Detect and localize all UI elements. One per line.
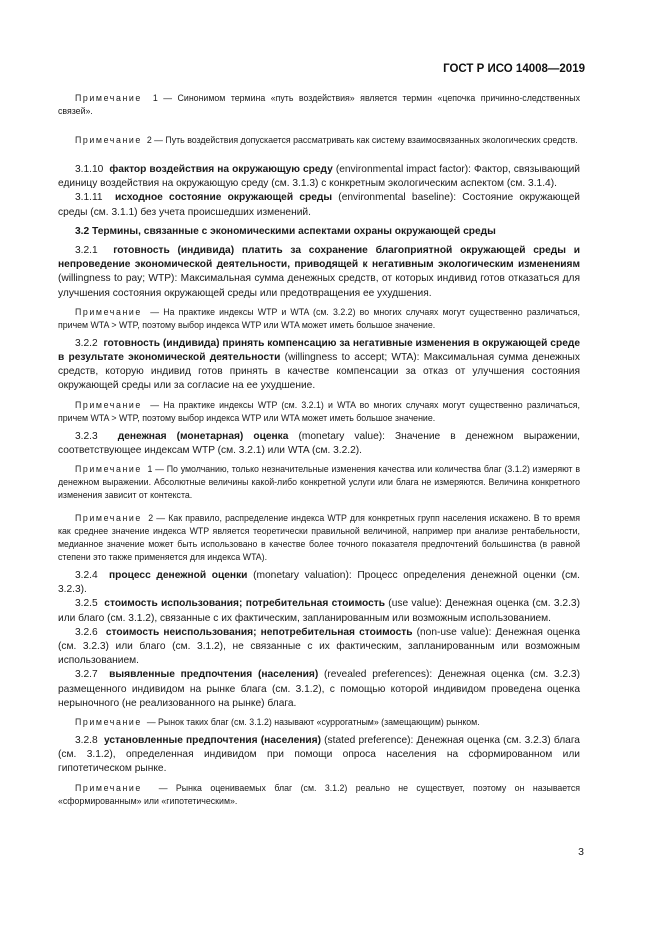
term-name: денежная (монетарная) оценка <box>117 430 289 442</box>
term-number: 3.2.4 <box>75 570 98 582</box>
note-paragraph <box>58 92 580 118</box>
note-paragraph <box>58 716 580 729</box>
note-paragraph <box>58 512 580 564</box>
term-definition <box>58 430 580 458</box>
note-text: — Как правило, распределение индекса WTP для конкретных групп населения искажено. В то время как среднее значение индекса WTP является теоретически правильной величиной, например при анализе рентабельности, медианное значение может быть использовано в качестве более точного показателя предпочтений большинства (в равной степени это также применяется для индекса WTA). <box>58 513 580 563</box>
term-number: 3.2.2 <box>75 337 98 349</box>
note-text: — Рынка оцениваемых благ (см. 3.1.2) реально не существует, поэтому он называется «сформированным» или «гипотетическим». <box>58 782 581 806</box>
term-text: (willingness to pay; WTP): Максимальная сумма денежных средств, от которых индивид готов отказаться для улучшения состояния окружающей среды или предотвращения ее ухудшения. <box>58 273 580 299</box>
term-text: (use value): Денежная оценка (см. 3.2.3) или благо (см. 3.1.2), связанные с их фактическим, запланированным или возможным использованием. <box>58 598 580 624</box>
term-number: 3.1.11 <box>75 192 103 204</box>
term-name: стоимость неиспользования; непотребительная стоимость <box>105 626 413 638</box>
note-label: Примечание <box>75 93 142 103</box>
note-label: Примечание <box>75 513 142 524</box>
term-number: 3.2.7 <box>75 669 98 681</box>
note-text: — На практике индексы WTP и WTA (см. 3.2.2) во многих случаях могут существенно различаться, причем WTA > WTP, поэтому выбор индекса WTP или WTA может иметь большое значение. <box>58 306 580 330</box>
note-text: — По умолчанию, только незначительные изменения качества или количества благ (3.1.2) измеряют в денежном выражении. Абсолютные величины какой-либо конкретной услуги или блага не измеряются. Величина конкретного изменения зависит от контекста. <box>58 464 580 501</box>
term-text: (environmental baseline): Состояние окружающей среды (см. 3.1.1) без учета происшедших изменений. <box>58 192 580 218</box>
note-paragraph <box>58 782 580 808</box>
page-number: 3 <box>578 846 584 858</box>
note-label: Примечание <box>75 135 142 145</box>
note-paragraph <box>58 134 580 147</box>
term-definition <box>58 337 580 394</box>
term-name: установленные предпочтения (населения) <box>103 735 322 747</box>
term-name: стоимость использования; потребительная стоимость <box>104 598 385 610</box>
note-label: Примечание <box>75 717 142 728</box>
term-definition <box>58 626 580 669</box>
note-number: 1 <box>152 93 158 103</box>
note-label: Примечание <box>75 306 142 317</box>
section-heading: 3.2 Термины, связанные с экономическими аспектами охраны окружающей среды <box>75 225 496 237</box>
term-number: 3.2.6 <box>75 626 98 638</box>
term-text: (stated preference): Денежная оценка (см. 3.2.3) блага (см. 3.1.2), определенная индивидом при помощи опроса населения на сформированном или гипотетическом рынке. <box>58 735 580 775</box>
note-label: Примечание <box>75 399 142 410</box>
note-text: — На практике индексы WTP (см. 3.2.1) и WTA во многих случаях могут существенно различаться, причем WTA > WTP, поэтому выбор индекса WTP или WTA может иметь большое значение. <box>58 399 580 423</box>
term-definition <box>58 734 580 777</box>
term-text: (environmental impact factor): Фактор, связывающий единицу воздействия на окружающую среду (см. 3.1.3) с конкретным экологическим аспектом (см. 3.1.4). <box>58 164 580 190</box>
note-paragraph <box>58 306 580 332</box>
term-text: (monetary valuation): Процесс определения денежной оценки (см. 3.2.3). <box>58 570 581 596</box>
document-body <box>58 92 580 808</box>
term-number: 3.2.1 <box>75 245 98 257</box>
term-text: (monetary value): Значение в денежном выражении, соответствующее индексам WTP (см. 3.2.1) или WTA (см. 3.2.2). <box>58 430 580 456</box>
term-text: (non-use value): Денежная оценка (см. 3.2.3) или благо (см. 3.1.2), не связанные с их фактическим, запланированным или возможным использованием. <box>58 626 581 667</box>
note-text: — Синонимом термина «путь воздействия» является термин «цепочка причинно-следственных связей». <box>58 93 580 116</box>
term-definition <box>58 668 580 711</box>
term-text: (willingness to accept; WTA): Максимальная сумма денежных средств, которую индивид готов принять в качестве компенсации за отказ от улучшения состояния окружающей среды или за согласие на ее ухудшение. <box>58 352 580 392</box>
term-name: готовность (индивида) платить за сохранение благоприятной окружающей среды и непроведение экономической деятельности, приводящей к негативным экологическим изменениям <box>58 245 580 271</box>
term-name: фактор воздействия на окружающую среду <box>109 164 333 175</box>
term-number: 3.1.10 <box>75 164 104 175</box>
term-definition <box>58 244 580 301</box>
note-number: 2 <box>148 513 154 524</box>
note-paragraph <box>58 399 580 425</box>
term-definition <box>58 569 580 597</box>
term-name: выявленные предпочтения (населения) <box>109 669 319 681</box>
document-header: ГОСТ Р ИСО 14008—2019 <box>443 63 585 75</box>
note-label: Примечание <box>75 464 142 475</box>
note-label: Примечание <box>75 782 142 793</box>
term-number: 3.2.5 <box>75 598 98 610</box>
note-number: 1 <box>147 464 153 475</box>
term-definition <box>58 191 580 219</box>
note-text: — Путь воздействия допускается рассматривать как систему взаимосвязанных экологических средств. <box>154 135 578 145</box>
term-name: готовность (индивида) принять компенсацию за негативные изменения в окружающей среде в результате экономической деятельности <box>58 337 580 364</box>
term-number: 3.2.3 <box>75 430 98 442</box>
term-name: исходное состояние окружающей среды <box>115 192 333 204</box>
term-name: процесс денежной оценки <box>109 570 248 582</box>
note-number: 2 <box>146 135 152 145</box>
term-definition <box>58 597 580 625</box>
term-number: 3.2.8 <box>75 735 98 747</box>
note-paragraph <box>58 463 580 502</box>
term-text: (revealed preferences): Денежная оценка (см. 3.2.3) размещенного индивидом на рынке блага (см. 3.1.2), с помощью которой индивидом проведена оценка нерыночного (не реализованного на рынке) блага. <box>58 669 580 709</box>
term-definition <box>58 163 580 191</box>
note-text: — Рынок таких благ (см. 3.1.2) называют «суррогатным» (замещающим) рынком. <box>146 717 480 728</box>
